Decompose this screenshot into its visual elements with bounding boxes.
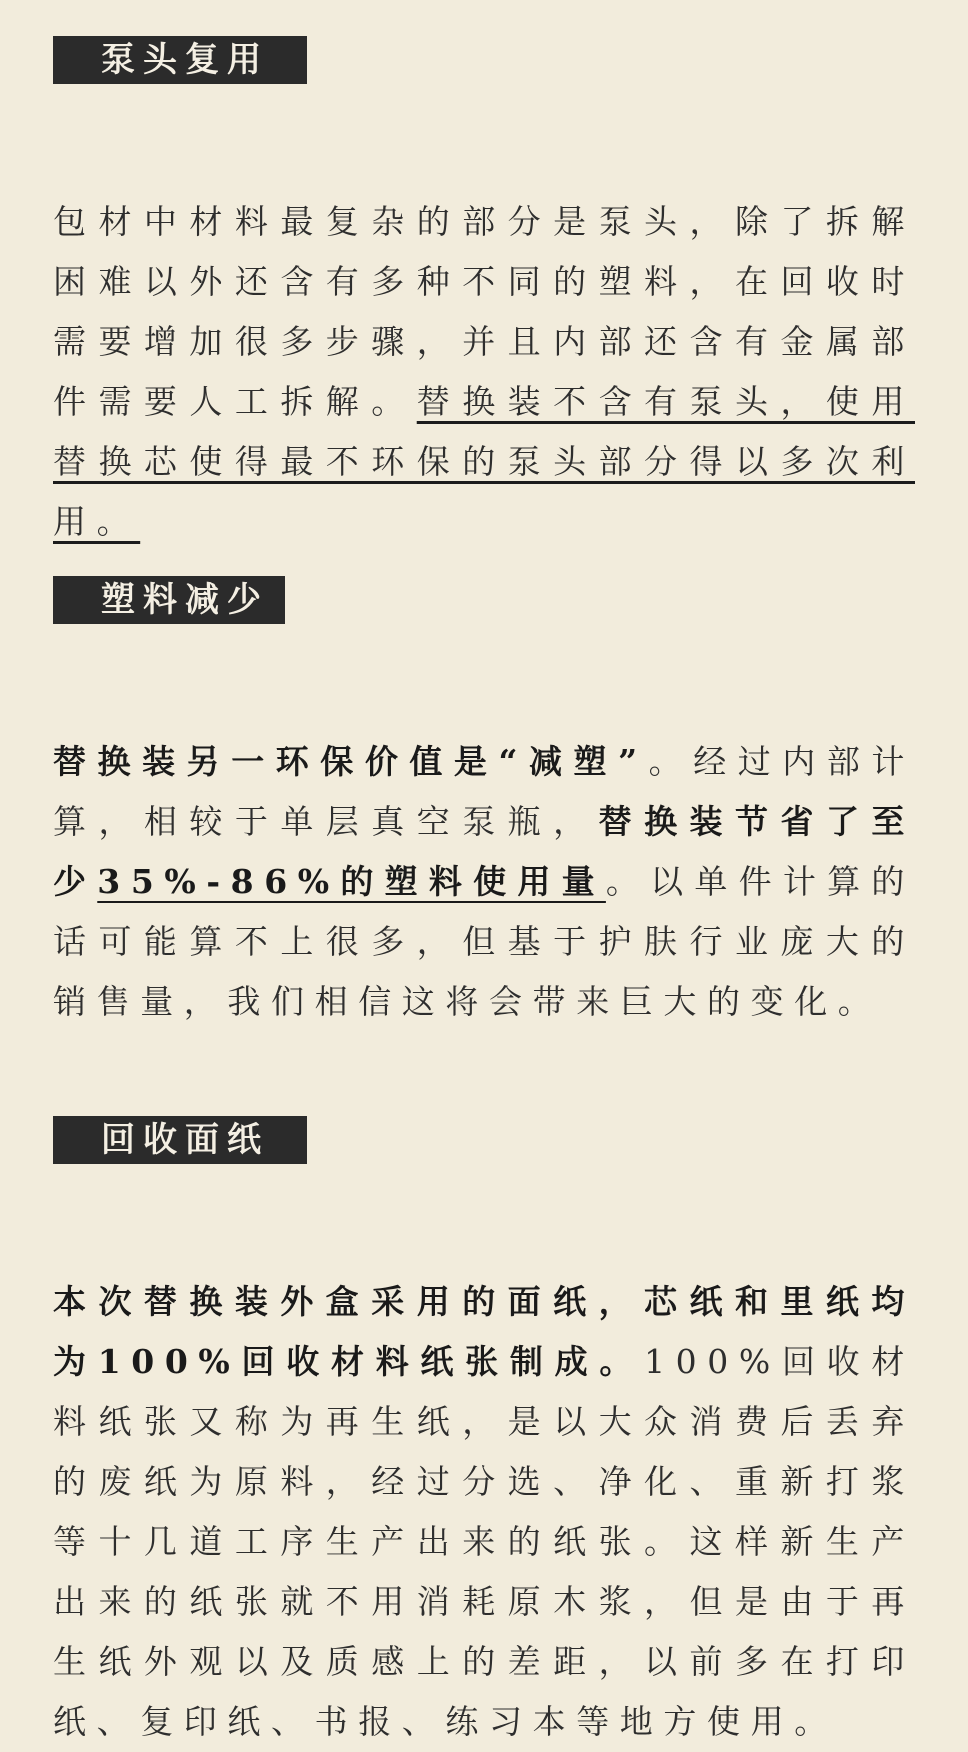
section-paragraph: [53, 732, 915, 1032]
section-paragraph: [53, 192, 915, 552]
section-paragraph: [53, 1272, 915, 1752]
paragraph-text: 。以单件计算的话可能算不上很多，但基于护肤行业庞大的销售量，我们相信这将会带来巨大的变化。: [53, 862, 916, 1021]
section-heading: 塑料减少: [53, 576, 285, 624]
paragraph-text: 100%回收材料纸张又称为再生纸，是以大众消费后丢弃的废纸为原料，经过分选、净化、重新打浆等十几道工序生产出来的纸张。这样新生产出来的纸张就不用消耗原木浆，但是由于再生纸外观以及质感上的差距，以前多在打印纸、复印纸、书报、练习本等地方使用。: [53, 1342, 916, 1741]
paragraph-text: 包材中材料最复杂的部分是泵头，除了拆解困难以外还含有多种不同的塑料，在回收时需要增加很多步骤，并且内部还含有金属部件需要人工拆解。: [53, 202, 915, 421]
underlined-text: 替换装不含有泵头，使用替换芯使得最不环保的泵头部分得以多次利用。: [53, 382, 915, 541]
section-plastic-reduction: [53, 576, 915, 1032]
bold-text: 替换装节省了至少: [53, 802, 916, 901]
bold-text: 替换装另一环保价值是“减塑”: [53, 742, 648, 781]
section-recycled-paper: [53, 1116, 915, 1752]
section-heading: 回收面纸: [53, 1116, 307, 1164]
section-pump-head-reuse: [53, 36, 915, 552]
bold-text: 本次替换装外盒采用的面纸，芯纸和里纸均为100%回收材料纸张制成。: [53, 1282, 915, 1381]
paragraph-text: 。经过内部计算，相较于单层真空泵瓶，: [53, 742, 915, 841]
section-heading: 泵头复用: [53, 36, 307, 84]
bold-underlined-text: 35%-86%的塑料使用量: [97, 862, 606, 901]
